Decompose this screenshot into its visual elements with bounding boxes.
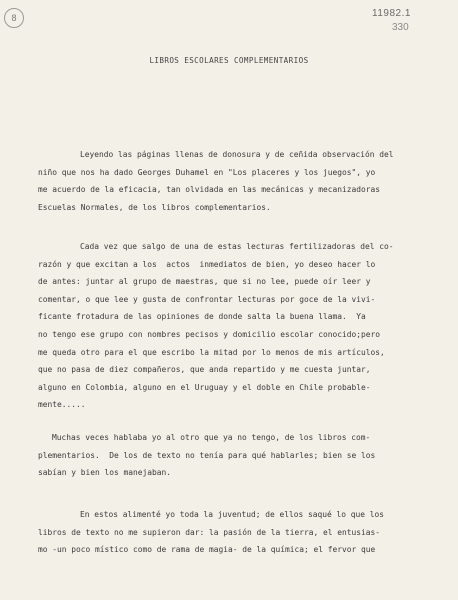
text-line: me acuerdo de la eficacia, tan olvidada en las mecánicas y mecanizadoras: [38, 185, 381, 195]
document-title: LIBROS ESCOLARES COMPLEMENTARIOS: [149, 56, 309, 65]
text-line: de antes: juntar al grupo de maestras, que si no lee, puede oír leer y: [38, 277, 371, 287]
text-line: mente.....: [38, 400, 86, 410]
text-line: En estos alimenté yo toda la juventud; de ellos saqué lo que los: [80, 510, 385, 519]
text-line: no tengo ese grupo con nombres pecisos y domicilio escolar conocido;pero: [38, 330, 381, 339]
text-line: plementarios. De los de texto no tenía para qué hablarles; bien se los: [38, 450, 376, 460]
text-line: libros de texto no me supieron dar: la pasión de la tierra, el entusias-: [38, 527, 381, 537]
text-line: alguno en Colombia, alguno en el Uruguay y el doble en Chile probable-: [38, 382, 371, 392]
text-line: mo -un poco místico como de rama de magia- de la química; el fervor que: [38, 545, 376, 555]
page-number-mark: 8: [4, 8, 24, 28]
archive-code: 11982.1: [372, 8, 411, 19]
text-line: Muchas veces hablaba yo al otro que ya no tengo, de los libros com-: [52, 433, 371, 442]
archive-code-secondary: 330: [392, 22, 409, 33]
text-line: Leyendo las páginas llenas de donosura y de ceñida observación del: [80, 150, 394, 159]
text-line: Escuelas Normales, de los libros complementarios.: [38, 202, 271, 212]
text-line: me queda otro para el que escribo la mitad por lo menos de mis artículos,: [38, 347, 385, 357]
text-line: que no pasa de diez compañeros, que anda repartido y me cuesta juntar,: [38, 365, 371, 375]
text-line: ficante frotadura de las opiniones de donde salta la buena llama. Ya: [38, 312, 366, 322]
text-line: niño que nos ha dado Georges Duhamel en "Los placeres y los juegos", yo: [38, 167, 376, 177]
text-line: comentar, o que lee y gusta de confrontar lecturas por goce de la vivi-: [38, 294, 376, 304]
text-line: razón y que excitan a los actos inmediatos de bien, yo deseo hacer lo: [38, 259, 376, 269]
text-line: Cada vez que salgo de una de estas lecturas fertilizadoras del co-: [80, 242, 394, 251]
text-line: sabían y bien los manejaban.: [38, 468, 172, 478]
